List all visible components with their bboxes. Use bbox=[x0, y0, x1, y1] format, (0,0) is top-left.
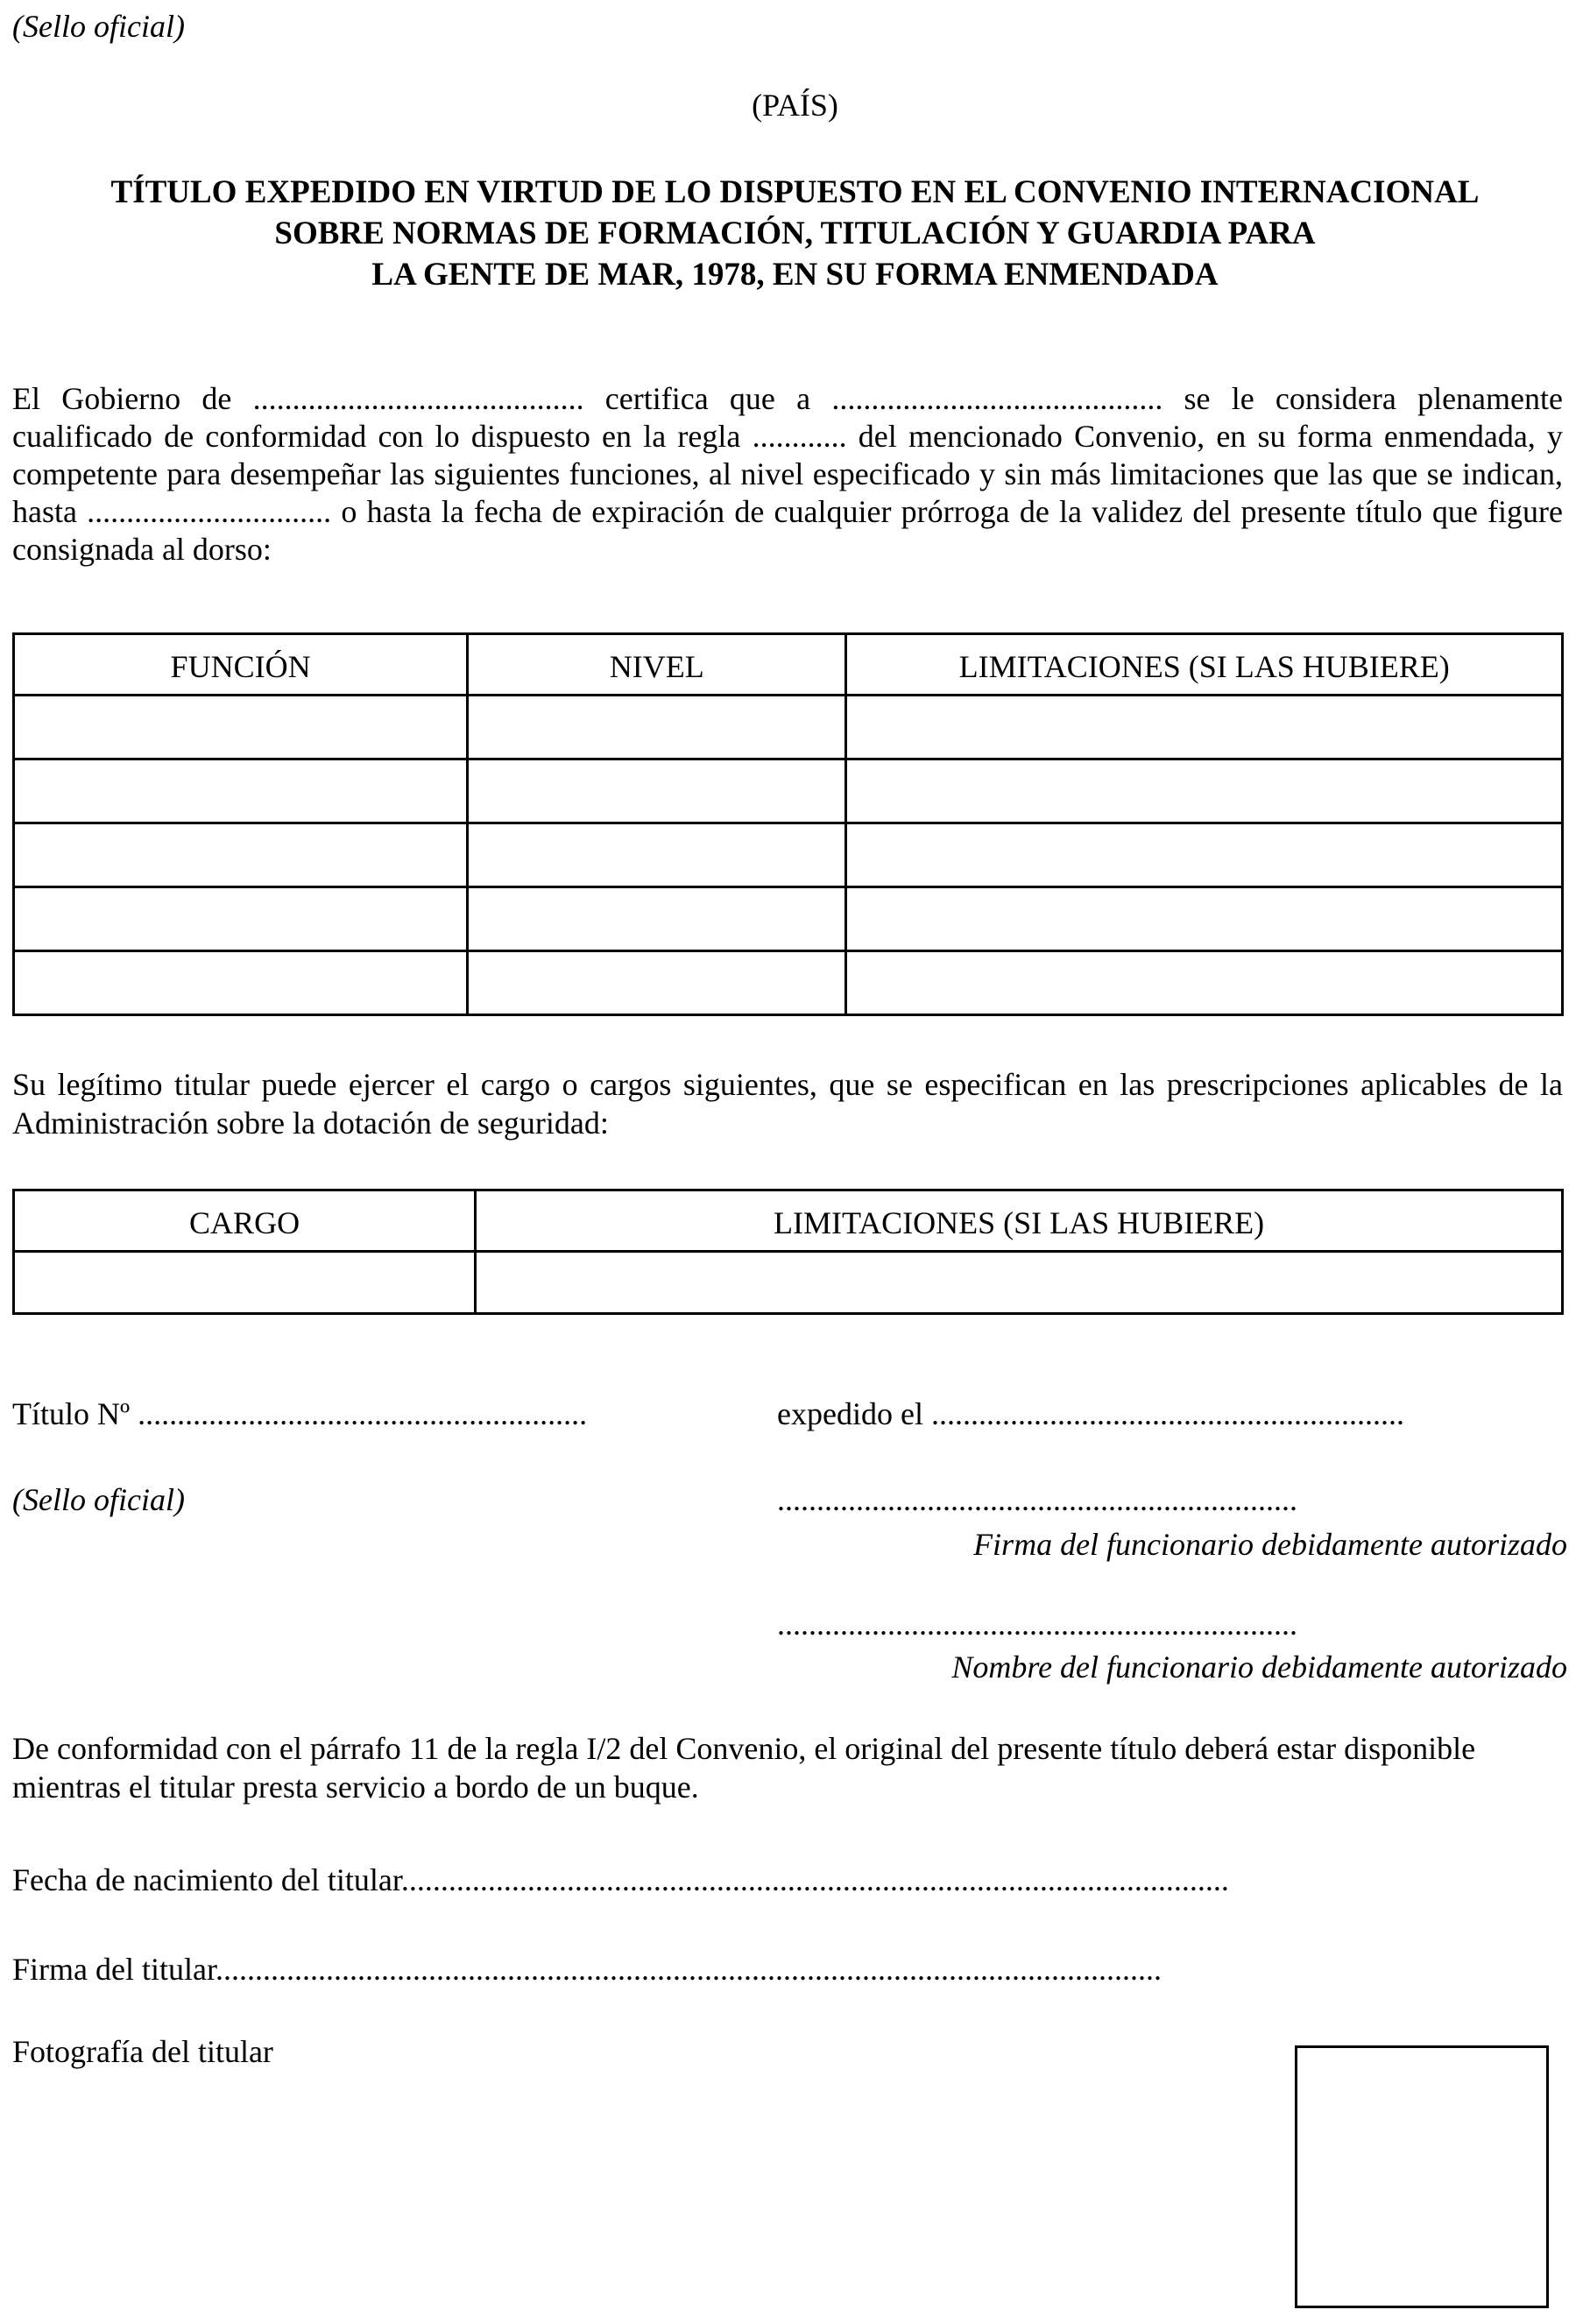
government-blank[interactable]: .......................................... bbox=[252, 381, 584, 416]
table-row bbox=[14, 696, 1563, 759]
positions-table bbox=[12, 1189, 1564, 1315]
issue-date-line bbox=[777, 1395, 1404, 1433]
table-row bbox=[14, 823, 1563, 887]
level-cell[interactable] bbox=[468, 887, 846, 951]
intro-text-1: El Gobierno de bbox=[12, 381, 253, 416]
function-cell[interactable] bbox=[14, 696, 468, 759]
function-cell[interactable] bbox=[14, 951, 468, 1015]
position-limitations-cell[interactable] bbox=[476, 1252, 1563, 1314]
holder-positions-paragraph: Su legítimo titular puede ejercer el cargo o cargos siguientes, que se especifican en las prescripciones aplicables de la Administración sobre la dotación de seguridad: bbox=[12, 1067, 1563, 1141]
limitations-cell[interactable] bbox=[846, 696, 1563, 759]
birth-date-line bbox=[12, 1861, 1229, 1899]
regulation-blank[interactable]: ............ bbox=[752, 419, 847, 454]
official-name-blank[interactable]: .................................................................. bbox=[777, 1607, 1297, 1642]
level-column-header: NIVEL bbox=[468, 634, 846, 696]
function-column-header: FUNCIÓN bbox=[14, 634, 468, 696]
intro-text-5: o hasta la fecha de expiración de cualquier prórroga de la validez del presente título que figure consignada al dorso: bbox=[12, 494, 1563, 567]
official-signature-blank[interactable]: .................................................................. bbox=[777, 1482, 1297, 1517]
position-column-header: CARGO bbox=[14, 1190, 476, 1252]
limitations-cell[interactable] bbox=[846, 823, 1563, 887]
table-row bbox=[14, 951, 1563, 1015]
functions-table bbox=[12, 632, 1564, 1016]
functions-table-header-row bbox=[14, 634, 1563, 696]
table-row bbox=[14, 887, 1563, 951]
certificate-number-label: Título Nº bbox=[12, 1396, 138, 1431]
position-limitations-column-header: LIMITACIONES (SI LAS HUBIERE) bbox=[476, 1190, 1563, 1252]
regulation-paragraph: De conformidad con el párrafo 11 de la regla I/2 del Convenio, el original del presente título deberá estar disponible mientras el titular presta servicio a bordo de un buque. bbox=[12, 1731, 1476, 1805]
certificate-number-line bbox=[12, 1395, 587, 1433]
certificate-number-blank[interactable]: ......................................................... bbox=[138, 1396, 588, 1431]
intro-text-2: certifica que a bbox=[583, 381, 832, 416]
holder-photo-box[interactable] bbox=[1295, 2045, 1549, 2308]
holder-signature-line bbox=[12, 1950, 1162, 1988]
birth-date-blank[interactable]: ......................................................................................................... bbox=[400, 1862, 1229, 1897]
official-name-caption: Nombre del funcionario debidamente autorizado bbox=[951, 1649, 1567, 1685]
table-row bbox=[14, 1252, 1563, 1314]
title-line-3: LA GENTE DE MAR, 1978, EN SU FORMA ENMENDADA bbox=[371, 257, 1219, 293]
issue-date-label: expedido el bbox=[777, 1396, 931, 1431]
limitations-column-header: LIMITACIONES (SI LAS HUBIERE) bbox=[846, 634, 1563, 696]
holder-signature-label: Firma del titular bbox=[12, 1952, 216, 1987]
level-cell[interactable] bbox=[468, 951, 846, 1015]
table-row bbox=[14, 759, 1563, 823]
holder-name-blank[interactable]: .......................................... bbox=[831, 381, 1163, 416]
valid-until-blank[interactable]: ............................... bbox=[87, 494, 332, 529]
birth-date-label: Fecha de nacimiento del titular bbox=[12, 1862, 401, 1897]
intro-text-4: del mencionado Convenio, en su forma enmendada, y competente para desempeñar las siguientes funciones, al nivel especificado y sin más limitaciones que las que se indican, hasta bbox=[12, 419, 1563, 529]
official-seal-label-bottom: (Sello oficial) bbox=[12, 1482, 185, 1517]
level-cell[interactable] bbox=[468, 759, 846, 823]
country-label: (PAÍS) bbox=[752, 88, 838, 123]
limitations-cell[interactable] bbox=[846, 887, 1563, 951]
function-cell[interactable] bbox=[14, 823, 468, 887]
limitations-cell[interactable] bbox=[846, 759, 1563, 823]
holder-photo-label: Fotografía del titular bbox=[12, 2034, 273, 2069]
issue-date-blank[interactable]: ............................................................ bbox=[930, 1396, 1404, 1431]
official-seal-label-top: (Sello oficial) bbox=[12, 9, 185, 44]
document-title bbox=[0, 172, 1590, 295]
official-signature-caption: Firma del funcionario debidamente autorizado bbox=[973, 1527, 1567, 1562]
title-line-1: TÍTULO EXPEDIDO EN VIRTUD DE LO DISPUESTO EN EL CONVENIO INTERNACIONAL bbox=[110, 174, 1480, 210]
title-line-2: SOBRE NORMAS DE FORMACIÓN, TITULACIÓN Y GUARDIA PARA bbox=[274, 215, 1316, 251]
level-cell[interactable] bbox=[468, 696, 846, 759]
holder-signature-blank[interactable]: ........................................................................................................................ bbox=[215, 1952, 1162, 1987]
function-cell[interactable] bbox=[14, 759, 468, 823]
function-cell[interactable] bbox=[14, 887, 468, 951]
level-cell[interactable] bbox=[468, 823, 846, 887]
intro-text-3: se le considera plenamente cualificado de conformidad con lo dispuesto en la regla bbox=[12, 381, 1564, 454]
certification-paragraph bbox=[12, 380, 1563, 569]
position-cell[interactable] bbox=[14, 1252, 476, 1314]
limitations-cell[interactable] bbox=[846, 951, 1563, 1015]
positions-table-header-row bbox=[14, 1190, 1563, 1252]
